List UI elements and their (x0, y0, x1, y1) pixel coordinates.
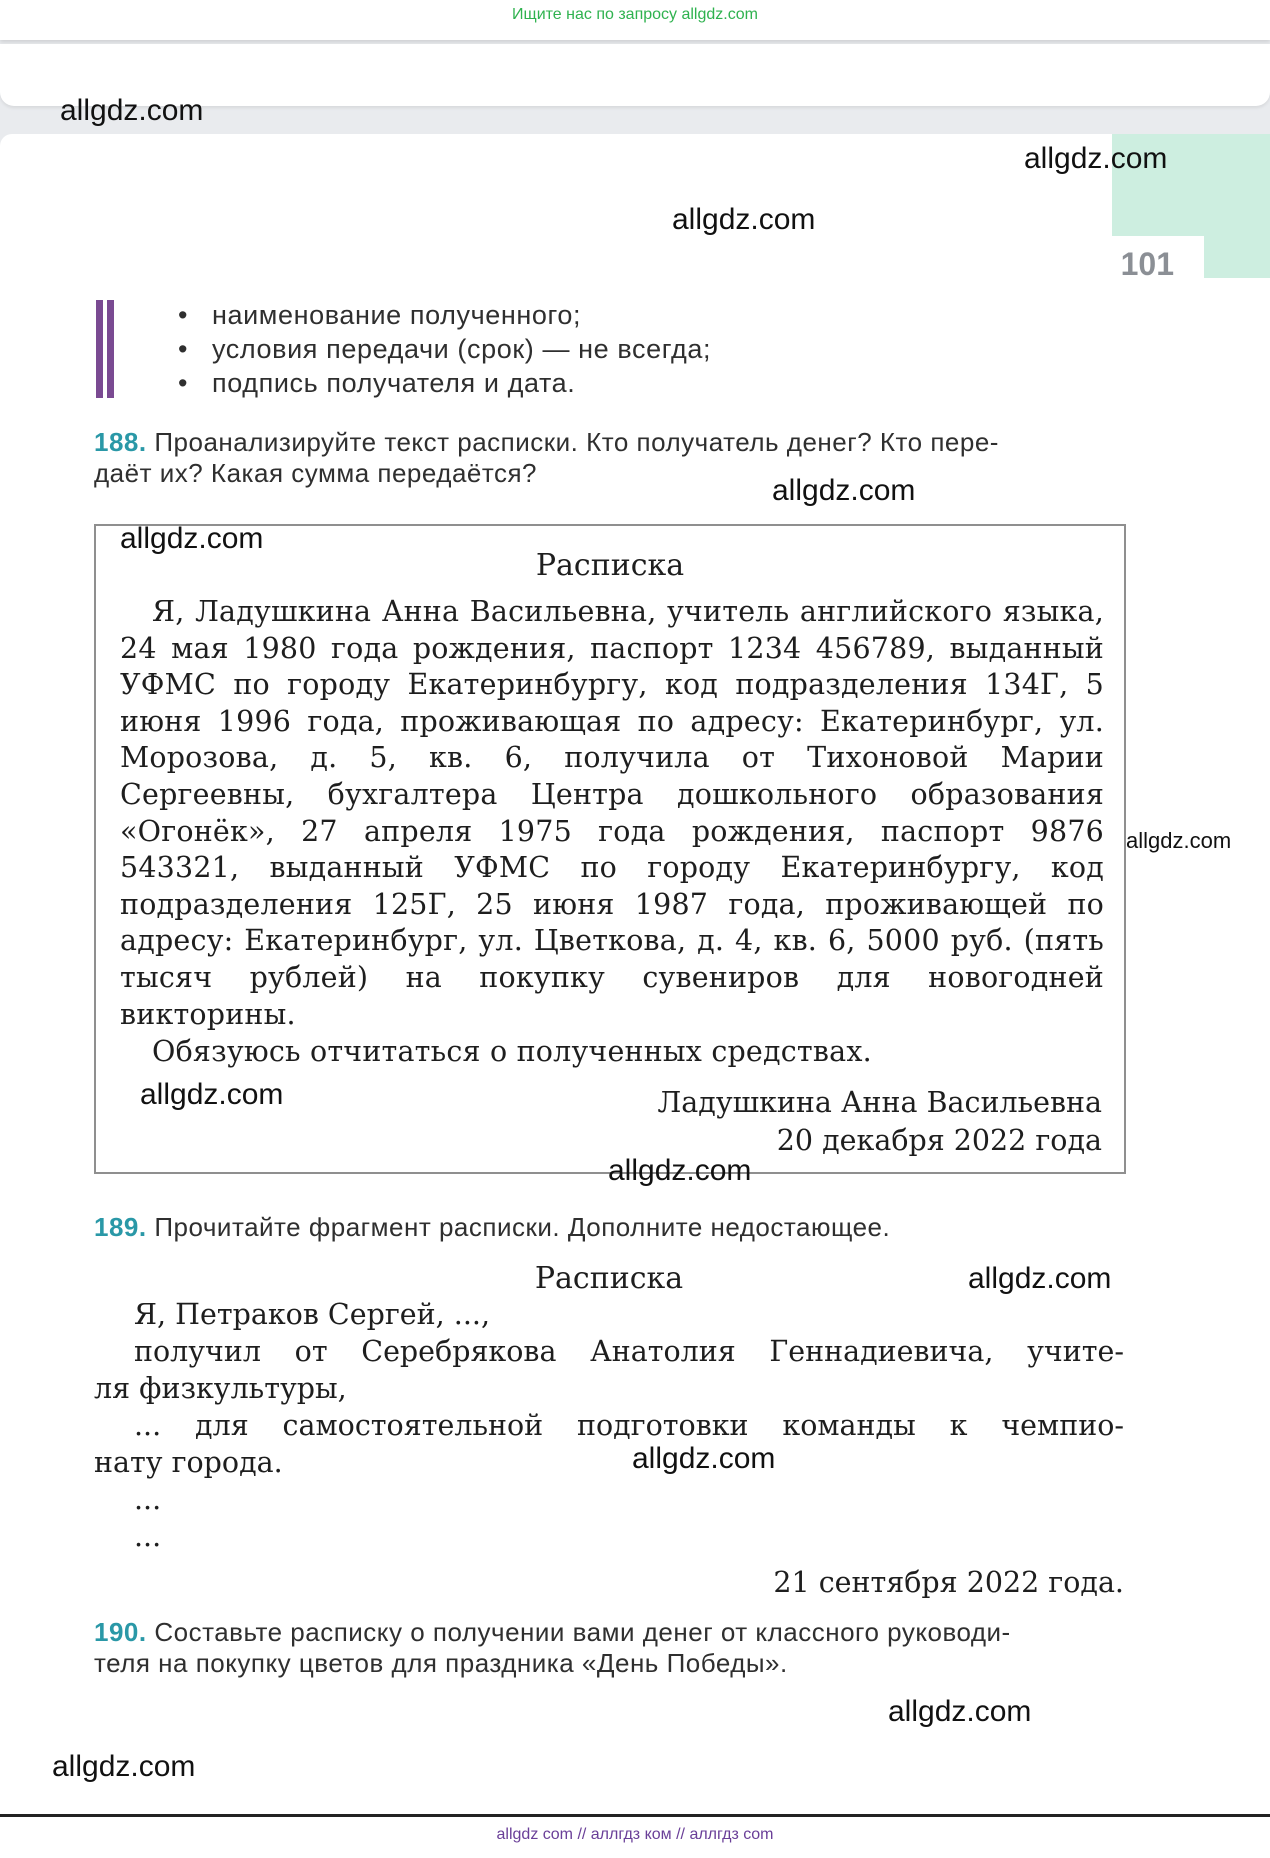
task-number: 188. (94, 427, 147, 457)
receipt-body: Я, Ладушкина Анна Васильевна, учитель английского языка, 24 мая 1980 года рождения, паспорт 1234 456789, выданный УФМС по городу Екатеринбургу, код подразделения 134Г, 5 июня 1996 года, проживающая по адресу: Екатеринбург, ул. Морозова, д. 5, кв. 6, получила от Тихоновой Марии Сергеевны, бухгалтера Центра дошкольного образования «Огонёк», 27 апреля 1975 года рождения, паспорт 9876 543321, выданный УФМС по городу Екатеринбургу, код подразделения 125Г, 25 июня 1987 года, проживающей по адресу: Екатеринбург, ул. Цветкова, д. 4, кв. 6, 5000 руб. (пять тысяч рублей) на покупку сувениров для новогодней викторины. (120, 595, 1104, 1031)
task-text: Составьте расписку о получении вами денег от классного руководи- (154, 1617, 1011, 1647)
task-188 (94, 427, 1124, 489)
fragment-line: получил от Серебрякова Анатолия Геннадиевича, учите- (134, 1335, 1124, 1368)
receipt-box (94, 524, 1126, 1174)
task-text: даёт их? Какая сумма передаётся? (94, 458, 538, 488)
task-text: теля на покупку цветов для праздника «День Победы». (94, 1648, 788, 1678)
watermark: allgdz.com (140, 1078, 284, 1111)
fragment-line: ... для самостоятельной подготовки команды к чемпио- (134, 1409, 1124, 1442)
watermark: allgdz.com (632, 1442, 776, 1475)
task-number: 190. (94, 1617, 147, 1647)
fragment-ellipsis: ... (134, 1520, 162, 1553)
bullet-item: • подпись получателя и дата. (178, 366, 711, 400)
bullet-item: • наименование полученного; (178, 298, 711, 332)
task-number: 189. (94, 1212, 147, 1242)
task-190 (94, 1617, 1124, 1679)
top-banner-text[interactable]: Ищите нас по запросу allgdz.com (512, 6, 758, 23)
watermark: allgdz.com (608, 1154, 752, 1187)
fragment-line: нату города. (94, 1446, 283, 1479)
receipt-obligation: Обязуюсь отчитаться о полученных средствах. (152, 1035, 872, 1068)
task-text: Проанализируйте текст расписки. Кто получатель денег? Кто пере- (154, 427, 999, 457)
fragment-line: Я, Петраков Сергей, ..., (134, 1298, 490, 1331)
watermark: allgdz.com (1126, 828, 1232, 853)
watermark: allgdz.com (1024, 142, 1168, 175)
fragment-line: ля физкультуры, (94, 1372, 347, 1405)
watermark: allgdz.com (672, 203, 816, 236)
watermark: allgdz.com (60, 94, 204, 127)
fragment-date: 21 сентября 2022 года. (773, 1566, 1124, 1599)
rule-marker-bar (96, 300, 103, 398)
receipt-date: 20 декабря 2022 года (776, 1124, 1102, 1157)
receipt-signature: Ладушкина Анна Васильевна (657, 1086, 1102, 1119)
rule-bullet-list (178, 298, 711, 400)
page-number: 101 (1120, 246, 1174, 282)
task-189 (94, 1212, 1124, 1243)
bullet-item: • условия передачи (срок) — не всегда; (178, 332, 711, 366)
fragment-ellipsis: ... (134, 1483, 162, 1516)
task-text: Прочитайте фрагмент расписки. Дополните недостающее. (154, 1212, 891, 1242)
rule-marker-bar (107, 300, 114, 398)
footer-text[interactable]: allgdz com // аллгдз ком // аллгдз com (496, 1826, 774, 1843)
watermark: allgdz.com (52, 1750, 196, 1783)
watermark: allgdz.com (120, 522, 264, 555)
watermark: allgdz.com (968, 1262, 1112, 1295)
watermark: allgdz.com (888, 1695, 1032, 1728)
receipt-title: Расписка (535, 548, 685, 583)
watermark: allgdz.com (772, 474, 916, 507)
fragment-title: Расписка (534, 1261, 684, 1296)
